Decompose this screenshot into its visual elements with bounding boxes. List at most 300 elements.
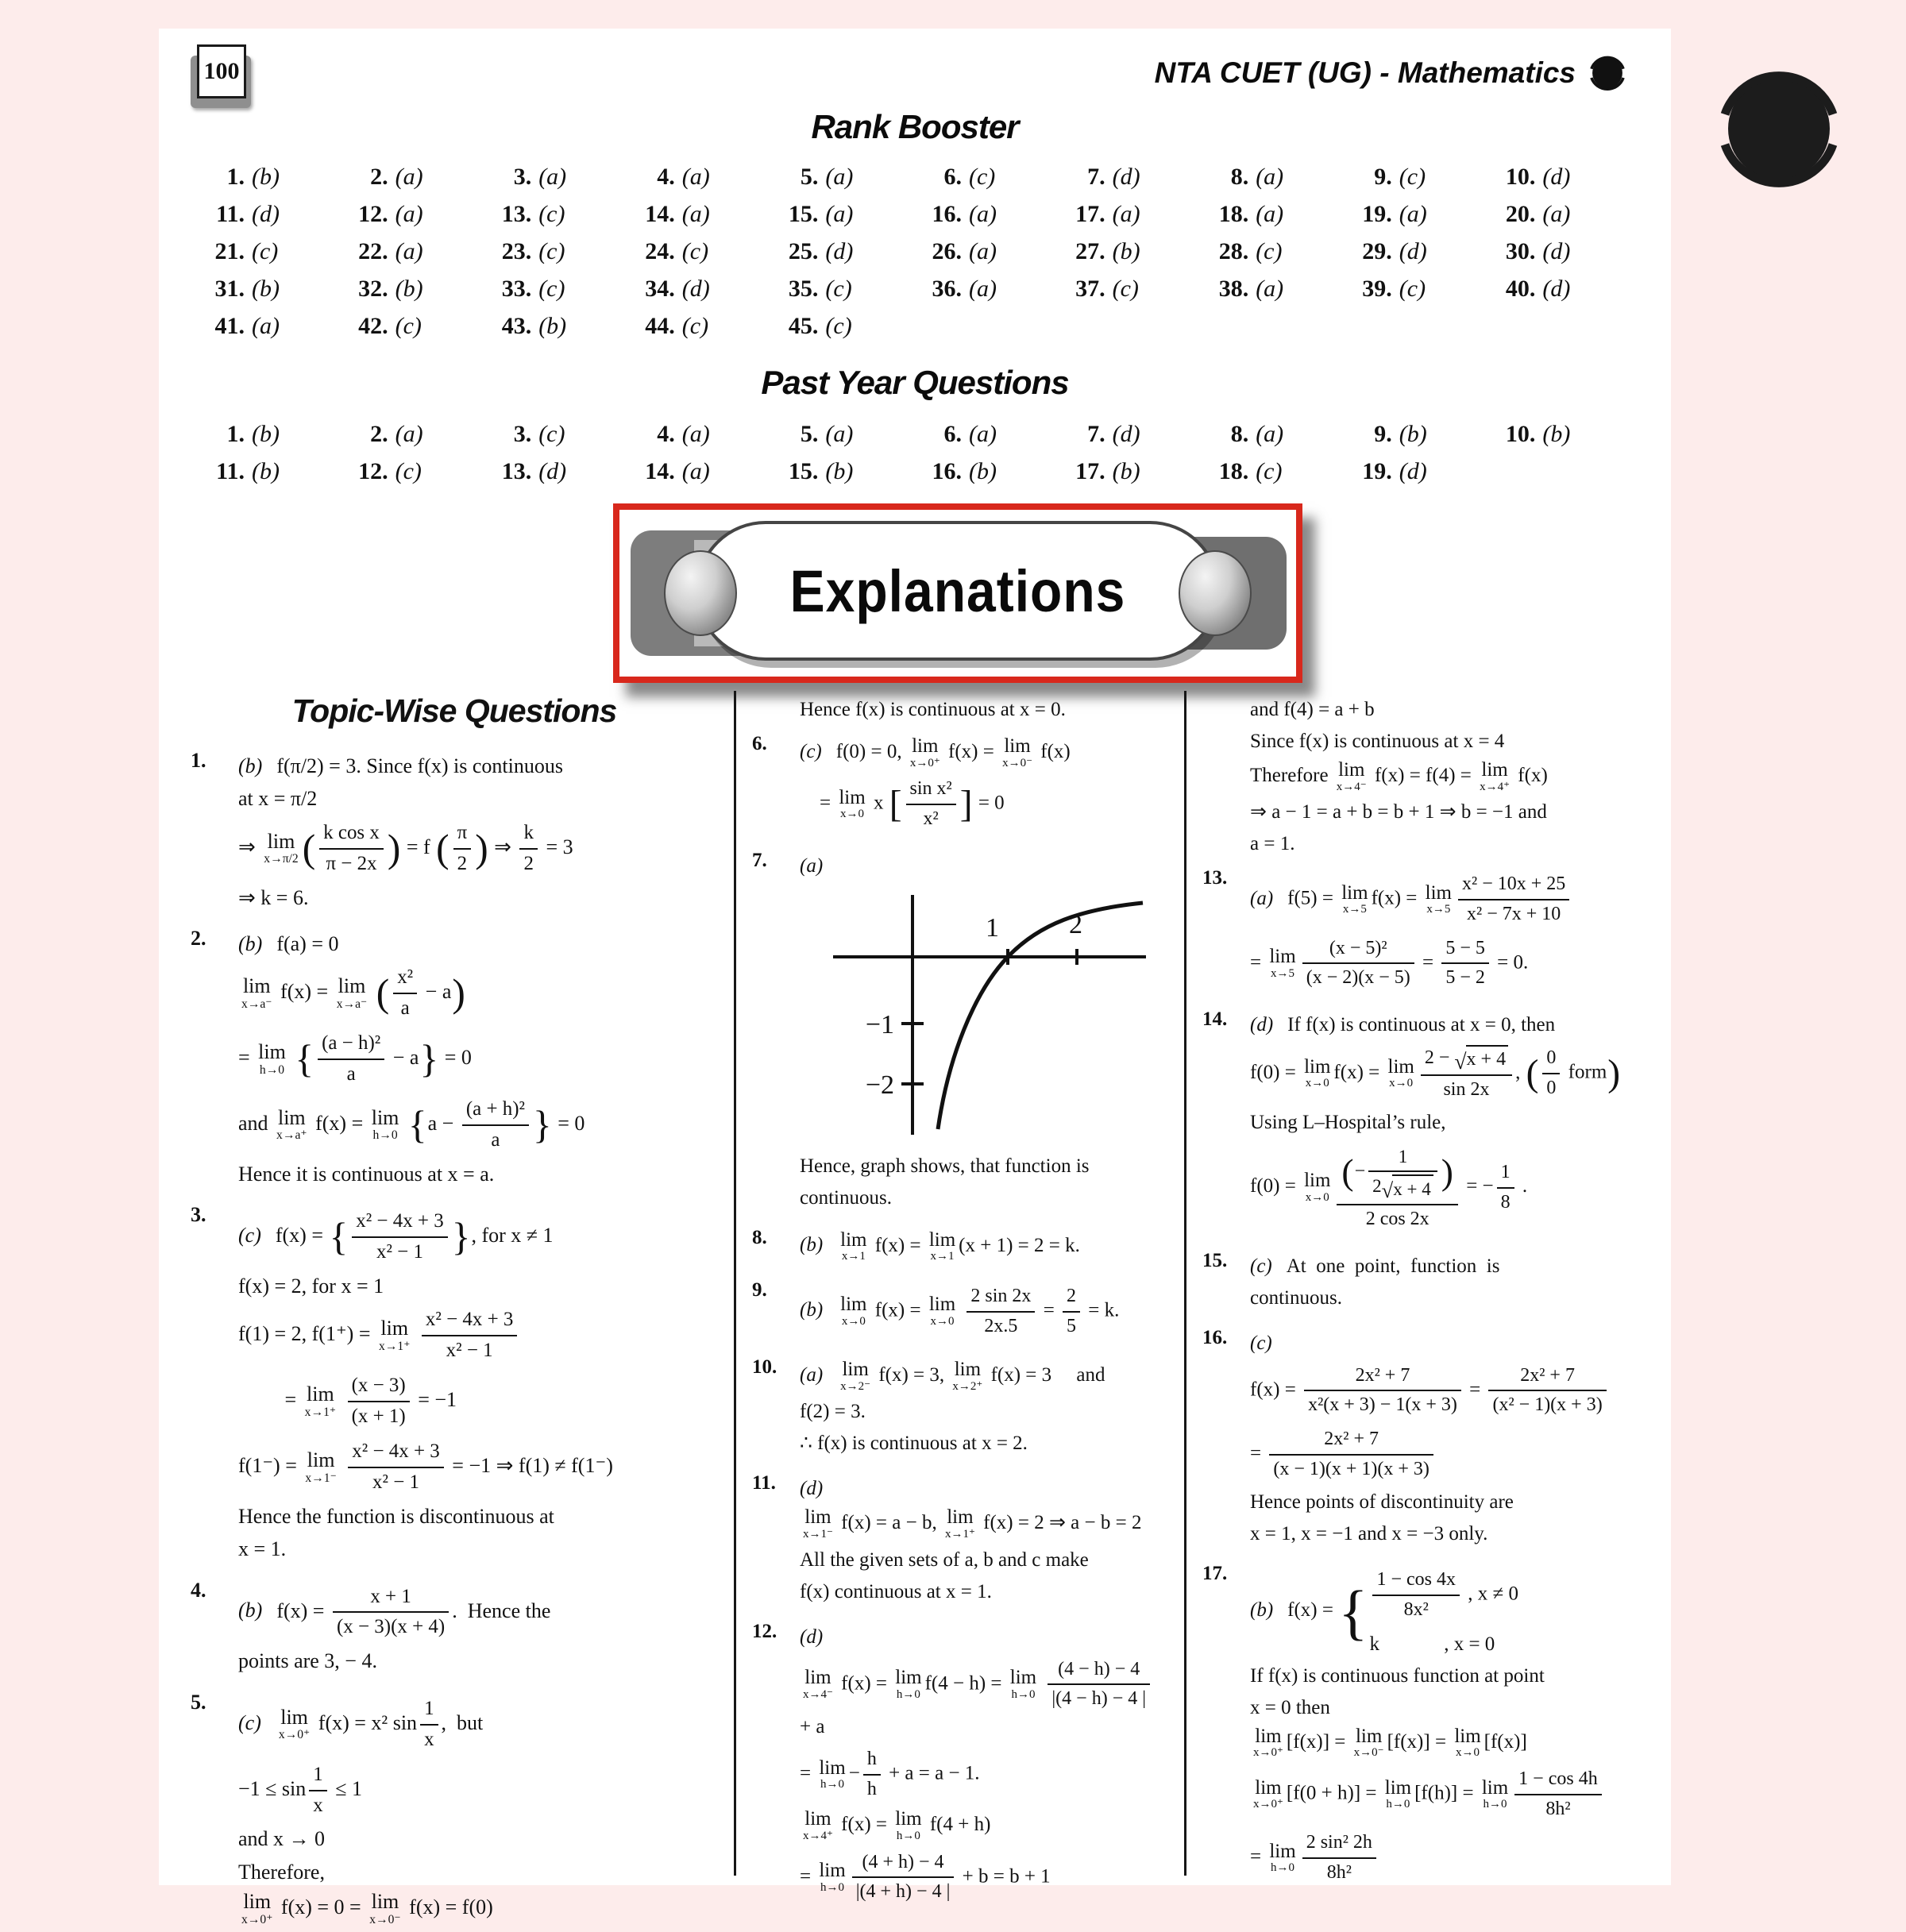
answer-cell (487, 202, 631, 226)
fraction: $\frac{\text{sin x²}}{\text{x²}}$ (906, 777, 956, 831)
explanation-line: = lim h→0 { $\frac{\text{(a − h)²}}{a}$ − a } = 0 (238, 1029, 718, 1089)
answer-cell (917, 202, 1061, 226)
answer-letter: (c) (1399, 164, 1426, 190)
answer-number: 4. (657, 421, 675, 447)
answer-letter: (b) (1250, 1599, 1274, 1622)
answer-number: 14. (645, 458, 675, 484)
explanation-line: = lim x→1⁺ $\frac{(x - 3)}{(x + 1)}$ = −1 (238, 1371, 718, 1432)
explanation-line: lim x→0⁺ f(x) = 0 = lim x→0⁻ f(x) = f(0) (241, 1890, 493, 1926)
fraction: $\frac{x + 1}{(x - 3)(x + 4)}$ (333, 1584, 449, 1641)
answer-letter: (c) (238, 1710, 261, 1734)
answer-cell (774, 277, 917, 301)
answer-letter: (b) (1112, 458, 1140, 484)
answer-letter: (d) (800, 1625, 824, 1648)
limit: lim x→0⁻ (369, 1890, 401, 1926)
limit: lim h→0 (895, 1808, 922, 1842)
explanation-line: Hence f(x) is continuous at x = 0. (800, 699, 1066, 720)
answer-cell (1061, 202, 1205, 226)
explanation-line: (c) lim x→0⁺ f(x) = x² sin $\frac{1}{x}$ , but (238, 1695, 718, 1755)
fraction: 2 − √ x + 4 sin 2x (1421, 1045, 1512, 1102)
explanation-line: a = 1. (1250, 833, 1295, 855)
explanation-line: If f(x) is continuous function at point (1250, 1664, 1545, 1687)
past-year-answer-grid (200, 422, 1634, 484)
question-number: 1. (191, 749, 206, 772)
limit: lim h→0 (258, 1040, 286, 1077)
bracket-group: ( − 1 2 √ x + 4 ) (1341, 1146, 1453, 1202)
answer-number: 5. (800, 421, 819, 447)
answer-letter: (c) (395, 313, 422, 339)
explanation-line: lim x→0⁺ [f(0 + h)] = lim h→0 [f(h)] = lim h→0 $\frac{1 - \cos 4h}{\text{8h²}}$ (1250, 1765, 1638, 1823)
answer-cell (1204, 165, 1348, 189)
answer-cell (344, 277, 488, 301)
bracket-group: ( $\frac{0}{0}$ form ) (1526, 1044, 1622, 1102)
limit: lim h→0 (1481, 1776, 1509, 1811)
answer-cell (487, 422, 631, 446)
answer-cell (631, 202, 774, 226)
pw-logo-small (1587, 52, 1628, 94)
answer-cell (1061, 165, 1205, 189)
explanation-line: lim x→a⁻ f(x) = lim x→a⁻ ( $\frac{\text{x²}}{a}$ − a ) (238, 963, 718, 1024)
limit: lim x→5 (1425, 881, 1452, 916)
explanation-line: Hence it is continuous at x = a. (238, 1162, 495, 1186)
answer-number: 22. (358, 238, 388, 264)
answer-cell (1491, 202, 1634, 226)
answer-number: 45. (788, 313, 819, 339)
explanation-line: continuous. (800, 1186, 892, 1209)
answer-number: 1. (226, 421, 245, 447)
answer-cell (1348, 460, 1491, 484)
explanation-line: f(1⁻) = lim x→1⁻ $\frac{\text{x² − 4x + 3}}{\text{x² − 1}}$ = −1 ⇒ f(1) ≠ f(1⁻) (238, 1437, 718, 1498)
answer-number: 18. (1218, 458, 1249, 484)
fraction: $\frac{5 - 5}{5 - 2}$ (1441, 936, 1489, 991)
answer-cell (631, 314, 774, 338)
answer-cell (631, 165, 774, 189)
answer-letter: (d) (1112, 164, 1140, 190)
column-right (1202, 691, 1638, 1884)
explanation-line (1250, 1330, 1638, 1356)
answer-number: 7. (1087, 421, 1105, 447)
question-number: 7. (752, 849, 767, 871)
column-divider (734, 691, 736, 1876)
explanation-line: lim x→0⁺ [f(x)] = lim x→0⁻ [f(x)] = lim x→0 [f(x)] (1253, 1725, 1527, 1760)
answer-letter: (b) (1399, 421, 1427, 447)
answer-cell (917, 277, 1061, 301)
fraction: $\frac{(4 + h) - 4}{|(4 + h) - 4 |}$ (852, 1850, 955, 1905)
explanation-item (191, 1201, 718, 1568)
answer-cell (487, 314, 631, 338)
question-number: 2. (191, 926, 206, 950)
explanation-line: f(x) continuous at x = 1. (800, 1580, 992, 1602)
explanation-line: continuous. (1250, 1286, 1342, 1309)
fraction: $\frac{\pi}{2}$ (453, 820, 472, 877)
answer-number: 25. (788, 238, 819, 264)
answer-cell (200, 314, 344, 338)
explanation-line: Hence points of discontinuity are (1250, 1491, 1514, 1514)
answer-number: 9. (1374, 164, 1392, 190)
explanation-line: f(0) = lim x→0 ( − 1 2 √ x + 4 ) 2 cos 2x = − $\frac{1}{8}$ . (1250, 1141, 1638, 1234)
limit: lim x→4⁻ (803, 1667, 833, 1701)
fraction: $\frac{\text{2x² + 7}}{(x - 1)(x + 1)(x + 3)}$ (1269, 1427, 1433, 1482)
fraction: $\frac{\text{x² − 10x + 25}}{\text{x² − 7x + 10}}$ (1458, 872, 1569, 927)
limit: lim x→0 (1304, 1170, 1331, 1204)
answer-number: 16. (932, 458, 962, 484)
answer-number: 11. (216, 458, 245, 484)
header-title: NTA CUET (UG) - Mathematics (1154, 56, 1576, 89)
answer-number: 15. (788, 458, 819, 484)
answer-number: 34. (645, 276, 675, 302)
answer-letter: (c) (1250, 1332, 1272, 1354)
explanation-line: x = 1, x = −1 and x = −3 only. (1250, 1523, 1488, 1545)
answer-letter: (c) (681, 238, 709, 264)
limit: lim x→4⁺ (1480, 759, 1511, 793)
answer-number: 7. (1087, 164, 1105, 190)
answer-cell (344, 202, 488, 226)
fraction: $\frac{\text{x²}}{a}$ (393, 965, 417, 1022)
answer-cell (1491, 422, 1634, 446)
banner-pill (696, 521, 1220, 661)
limit: lim x→1⁺ (379, 1317, 411, 1353)
answer-cell (487, 460, 631, 484)
explanation-line: (b) lim x→1 f(x) = lim x→1 (x + 1) = 2 = k. (800, 1228, 1080, 1263)
explanation-line: (c) At one point, function is (1250, 1255, 1500, 1277)
answer-letter: (a) (1399, 201, 1427, 227)
answer-letter: (c) (969, 164, 996, 190)
explanation-line: Hence, graph shows, that function is (800, 1155, 1090, 1177)
explanation-item (1202, 1560, 1638, 1892)
fraction: $\frac{(4 - h) - 4}{|(4 - h) - 4 |}$ (1048, 1657, 1150, 1712)
explanation-line: and x → 0 (238, 1827, 326, 1851)
rank-booster-title: Rank Booster (811, 108, 1019, 145)
answer-letter: (b) (1112, 238, 1140, 264)
limit: lim x→1⁻ (305, 1448, 337, 1485)
answer-letter: (a) (969, 201, 997, 227)
answer-number: 2. (370, 164, 388, 190)
limit: lim x→0⁺ (241, 1890, 273, 1926)
answer-number: 6. (943, 164, 962, 190)
answer-letter: (c) (538, 276, 565, 302)
answer-number: 2. (370, 421, 388, 447)
column-middle (752, 691, 1168, 1903)
explanation-item (1202, 865, 1638, 998)
answer-number: 44. (645, 313, 675, 339)
answer-number: 31. (214, 276, 245, 302)
explanation-line: ⇒ a − 1 = a + b = b + 1 ⇒ b = −1 and (1250, 801, 1547, 823)
column-intro (1250, 696, 1638, 857)
answer-number: 21. (214, 238, 245, 264)
limit: lim x→0⁺ (1253, 1776, 1283, 1811)
answer-cell (1061, 277, 1205, 301)
answer-number: 9. (1374, 421, 1392, 447)
explanation-line: f(2) = 3. (800, 1401, 866, 1423)
answer-number: 18. (1218, 201, 1249, 227)
explanation-line: = $\frac{\text{2x² + 7}}{(x - 1)(x + 1)(x + 3)}$ (1250, 1425, 1638, 1483)
answer-letter: (b) (825, 458, 854, 484)
radical: √ x + 4 (1454, 1045, 1508, 1073)
answer-letter: (b) (238, 1598, 263, 1622)
answer-letter: (c) (538, 201, 565, 227)
limit: lim x→2⁻ (840, 1359, 871, 1393)
explanation-line: f(0) = lim x→0 f(x) = lim x→0 2 − √ x + 4 sin 2x , ( $\frac{0}{0}$ form ) (1250, 1043, 1638, 1104)
banner-title: Explanations (789, 557, 1126, 624)
answer-letter: (b) (238, 754, 263, 777)
fraction: $\frac{\text{(a − h)²}}{a}$ (318, 1031, 384, 1088)
bracket-group: { $\frac{\text{(a − h)²}}{a}$ − a } (294, 1029, 439, 1089)
answer-letter: (c) (395, 458, 422, 484)
svg-text:−2: −2 (865, 1070, 894, 1100)
answer-letter: (a) (800, 854, 824, 877)
explanation-line: = lim h→0 $\frac{\text{2 sin² 2h}}{\text{8h²}}$ (1250, 1829, 1638, 1887)
explanation-line: lim x→4⁺ f(x) = lim h→0 f(4 + h) (803, 1808, 991, 1842)
answer-letter: (c) (1256, 458, 1283, 484)
bracket-group: ( $\frac{\text{x²}}{a}$ − a ) (376, 963, 466, 1024)
explanation-item (752, 1354, 1168, 1462)
limit: lim x→1⁻ (803, 1506, 833, 1541)
column-intro (800, 696, 1168, 723)
explanation-line (800, 1624, 1168, 1650)
limit: lim x→a⁻ (336, 974, 368, 1011)
limit: lim x→4⁻ (1336, 759, 1367, 793)
question-number: 14. (1202, 1008, 1228, 1030)
question-number: 15. (1202, 1249, 1228, 1271)
answer-letter: (b) (800, 1299, 824, 1321)
question-number: 5. (191, 1690, 206, 1714)
answer-number: 5. (800, 164, 819, 190)
limit: lim h→0 (895, 1667, 922, 1701)
answer-letter: (a) (825, 201, 854, 227)
answer-number: 23. (501, 238, 532, 264)
answer-letter: (c) (538, 238, 565, 264)
explanation-item (752, 731, 1168, 839)
fraction: $\frac{1 - \cos 4x}{\text{8x²}}$ (1372, 1568, 1460, 1622)
answer-number: 38. (1218, 276, 1249, 302)
explanation-line: Hence the function is discontinuous at (238, 1504, 554, 1528)
answer-cell (1491, 277, 1634, 301)
answer-letter: (b) (800, 1234, 824, 1256)
answer-cell (1204, 240, 1348, 264)
answer-letter: (b) (969, 458, 997, 484)
fraction: $\frac{\text{(x − 5)²}}{(x - 2)(x - 5)}$ (1302, 936, 1414, 991)
answer-cell (1061, 240, 1205, 264)
answer-cell (774, 165, 917, 189)
limit: lim x→π/2 (264, 829, 299, 866)
svg-text:−1: −1 (865, 1009, 894, 1039)
answer-letter: (c) (825, 313, 852, 339)
page-number: 100 (197, 44, 246, 98)
answer-number: 19. (1362, 458, 1392, 484)
column-heading: Topic-Wise Questions (291, 692, 617, 729)
explanation-line: x = 0 then (1250, 1696, 1330, 1718)
answer-cell (631, 240, 774, 264)
answer-number: 15. (788, 201, 819, 227)
radical: √ x + 4 (1382, 1174, 1433, 1201)
answer-number: 16. (932, 201, 962, 227)
fraction: $\frac{2 \sin 2x}{2x.5}$ (967, 1284, 1035, 1339)
limit: lim h→0 (819, 1860, 846, 1894)
answer-letter: (b) (252, 164, 280, 190)
answer-number: 30. (1505, 238, 1536, 264)
fraction: $\frac{0}{0}$ (1542, 1046, 1560, 1101)
explanation-line: ⇒ k = 6. (238, 885, 309, 909)
column-divider (1184, 691, 1186, 1876)
past-year-title: Past Year Questions (761, 364, 1069, 401)
answer-letter: (c) (1399, 276, 1426, 302)
answer-number: 8. (1230, 164, 1249, 190)
explanations-banner (613, 503, 1302, 683)
limit: lim x→5 (1341, 881, 1368, 916)
explanation-item (1202, 1325, 1638, 1553)
answer-cell (344, 314, 488, 338)
answer-cell (1491, 165, 1634, 189)
answer-number: 13. (501, 458, 532, 484)
limit: lim x→0⁺ (278, 1705, 311, 1742)
explanation-line: and lim x→a⁺ f(x) = lim h→0 { a − $\frac{\text{(a + h)²}}{a}$ } = 0 (238, 1095, 718, 1155)
limit: lim h→0 (1269, 1840, 1296, 1875)
explanation-line: and f(4) = a + b (1250, 699, 1375, 720)
answer-letter: (b) (1542, 421, 1571, 447)
question-number: 11. (752, 1472, 776, 1494)
explanation-line: points are 3, − 4. (238, 1649, 377, 1673)
answer-letter: (a) (681, 421, 710, 447)
explanation-line: (c) f(x) = { $\frac{\text{x² − 4x + 3}}{\text{x² − 1}}$ } , for x ≠ 1 (238, 1207, 718, 1267)
answer-letter: (c) (238, 1223, 261, 1247)
answer-number: 29. (1362, 238, 1392, 264)
answer-letter: (d) (1399, 458, 1427, 484)
answer-number: 43. (501, 313, 532, 339)
answer-letter: (d) (252, 201, 280, 227)
explanation-item (191, 1577, 718, 1681)
answer-letter: (c) (538, 421, 565, 447)
answer-letter: (d) (1112, 421, 1140, 447)
continuity-graph (819, 887, 1152, 1141)
fraction: $\frac{1}{8}$ (1497, 1160, 1514, 1215)
answer-letter: (c) (1112, 276, 1139, 302)
answer-letter: (d) (1542, 238, 1571, 264)
answer-letter: (a) (1250, 887, 1274, 909)
answer-letter: (d) (825, 238, 854, 264)
explanation-line: lim x→1⁻ f(x) = a − b, lim x→1⁺ f(x) = 2 ⇒ a − b = 2 (803, 1506, 1142, 1541)
explanation-line: (c) f(0) = 0, lim x→0⁺ f(x) = lim x→0⁻ f(x) (800, 735, 1071, 769)
answer-cell (917, 165, 1061, 189)
question-number: 16. (1202, 1326, 1228, 1348)
answer-letter: (c) (1250, 1255, 1272, 1277)
answer-number: 3. (513, 164, 532, 190)
answer-number: 6. (943, 421, 962, 447)
answer-letter: (a) (1256, 164, 1284, 190)
limit: lim x→1 (928, 1228, 956, 1263)
answer-letter: (d) (1542, 276, 1571, 302)
column-topic-wise (191, 691, 718, 1926)
answer-letter: (d) (1399, 238, 1427, 264)
answer-number: 36. (932, 276, 962, 302)
limit: lim x→0⁺ (1253, 1725, 1283, 1760)
answer-number: 27. (1075, 238, 1105, 264)
answer-letter: (c) (252, 238, 279, 264)
limit: lim x→a⁺ (276, 1105, 307, 1143)
explanation-line: −1 ≤ sin $\frac{1}{x}$ ≤ 1 (238, 1760, 718, 1821)
explanation-line: All the given sets of a, b and c make (800, 1548, 1089, 1571)
explanation-line: = lim h→0 − $\frac{h}{h}$ + a = a − 1. (800, 1745, 1168, 1803)
answer-letter: (a) (395, 201, 423, 227)
explanation-line: f(x) = $\frac{\text{2x² + 7}}{\text{x²(x + 3) − 1(x + 3)}}$ = $\frac{\text{2x² + 7}}{\text{(x² − 1)(x + 3)}}$ (1250, 1362, 1638, 1420)
answer-cell (487, 165, 631, 189)
answer-letter: (a) (538, 164, 567, 190)
answer-cell (1348, 202, 1491, 226)
fraction: $\frac{\text{2x² + 7}}{\text{x²(x + 3) − 1(x + 3)}}$ (1304, 1363, 1461, 1418)
answer-number: 33. (501, 276, 532, 302)
answer-number: 8. (1230, 421, 1249, 447)
answer-cell (1061, 422, 1205, 446)
answer-letter: (a) (1256, 201, 1284, 227)
fraction: $\frac{\text{x² − 4x + 3}}{\text{x² − 1}}$ (422, 1307, 518, 1364)
answer-cell (774, 240, 917, 264)
explanation-line: (d) If f(x) is continuous at x = 0, then (1250, 1013, 1556, 1035)
answer-number: 28. (1218, 238, 1249, 264)
answer-number: 19. (1362, 201, 1392, 227)
answer-letter: (b) (252, 458, 280, 484)
question-number: 8. (752, 1226, 767, 1248)
explanation-line: Therefore lim x→4⁻ f(x) = f(4) = lim x→4⁺ f(x) (1250, 759, 1548, 793)
answer-letter: (b) (238, 931, 263, 955)
answer-cell (1061, 460, 1205, 484)
answer-cell (774, 314, 917, 338)
answer-number: 37. (1075, 276, 1105, 302)
explanation-line: f(1) = 2, f(1⁺) = lim x→1⁺ $\frac{\text{x² − 4x + 3}}{\text{x² − 1}}$ (238, 1305, 718, 1366)
answer-cell (774, 202, 917, 226)
limit: lim h→0 (371, 1105, 399, 1143)
answer-letter: (d) (800, 1478, 824, 1500)
explanation-line (800, 853, 1168, 879)
answer-cell (1491, 240, 1634, 264)
answer-letter: (a) (1256, 421, 1284, 447)
answer-cell (1204, 460, 1348, 484)
answer-letter: (d) (538, 458, 567, 484)
fraction: ( − 1 2 √ x + 4 ) 2 cos 2x (1337, 1143, 1458, 1232)
explanation-line: ⇒ lim x→π/2 ( $\frac{\text{k cos x}}{\pi - 2x}$ ) = f ( $\frac{\pi}{2}$ ) ⇒ $\frac{k}{2}$ = 3 (238, 819, 718, 879)
question-number: 13. (1202, 867, 1228, 889)
answer-letter: (d) (1250, 1013, 1274, 1035)
answer-cell (1348, 422, 1491, 446)
answer-cell (631, 422, 774, 446)
answer-cell (200, 165, 344, 189)
answer-number: 17. (1075, 458, 1105, 484)
answer-letter: (c) (825, 276, 852, 302)
explanation-line: Therefore, (238, 1860, 325, 1884)
limit: lim x→0 (1454, 1725, 1481, 1760)
explanation-line: at x = π/2 (238, 787, 318, 811)
pw-logo-large (1709, 59, 1849, 199)
fraction: $\frac{\text{(a + h)²}}{a}$ (462, 1097, 529, 1154)
answer-number: 13. (501, 201, 532, 227)
fraction: $\frac{\text{2 sin² 2h}}{\text{8h²}}$ (1302, 1830, 1376, 1885)
answer-number: 17. (1075, 201, 1105, 227)
limit: lim x→1⁺ (944, 1506, 975, 1541)
answer-letter: (a) (681, 201, 710, 227)
answer-cell (344, 240, 488, 264)
answer-letter: (a) (969, 238, 997, 264)
answer-letter: (a) (1256, 276, 1284, 302)
answer-cell (1204, 277, 1348, 301)
answer-number: 11. (216, 201, 245, 227)
explanation-line: (b) f(x) = $\frac{x + 1}{(x - 3)(x + 4)}$ . Hence the (238, 1583, 718, 1643)
explanation-line: (b) lim x→0 f(x) = lim x→0 $\frac{2 \sin 2x}{2x.5}$ = $\frac{2}{5}$ = k. (800, 1282, 1168, 1340)
answer-cell (344, 460, 488, 484)
answer-letter: (a) (395, 164, 423, 190)
answer-cell (1348, 240, 1491, 264)
bracket-group: { a − $\frac{\text{(a + h)²}}{a}$ } (407, 1095, 553, 1155)
answer-letter: (b) (538, 313, 567, 339)
graph-figure (819, 887, 1168, 1147)
bracket-group: [ $\frac{\text{sin x²}}{\text{x²}}$ ] (889, 775, 974, 833)
